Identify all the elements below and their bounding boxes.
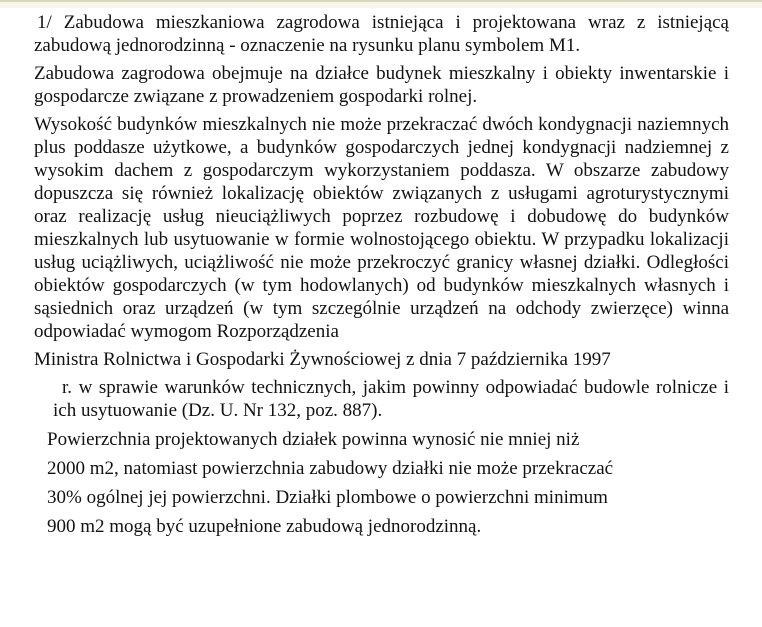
paragraph-m1-designation: 1/ Zabudowa mieszkaniowa zagrodowa istniejąca i projektowana wraz z istniejącą zabudową jednorodzinną - oznaczenie na rysunku planu symbolem M1. — [34, 12, 729, 56]
paragraph-building-height-rules: Wysokość budynków mieszkalnych nie może przekraczać dwóch kondygnacji naziemnych plus poddasze użytkowe, a budynków gospodarczych jednej kondygnacji nadziemnej z wysokim dachem z gospodarczym wykorzystaniem poddasza. W obszarze zabudowy dopuszcza się również lokalizację obiektów związanych z usługami agroturystycznymi oraz realizację usług nieuciążliwych poprzez rozbudowę i dobudowę do budynków mieszkalnych lub usytuowanie w formie wolnostojącego obiektu. W przypadku lokalizacji usług uciążliwych, uciążliwość nie może przekroczyć granicy własnej działki. Odległości obiektów gospodarczych (w tym hodowlanych) od budynków mieszkalnych własnych i sąsiednich oraz urządzeń (w tym szczególnie urządzeń na odchody zwierzęce) winna odpowiadać wymogom Rozporządzenia — [34, 114, 729, 342]
paragraph-ministry-reference: Ministra Rolnictwa i Gospodarki Żywnościowej z dnia 7 października 1997 — [34, 349, 611, 370]
document-text-area — [34, 11, 729, 544]
line-900-m2: 900 m2 mogą być uzupełnione zabudową jednorodzinną. — [47, 516, 482, 537]
page-top-edge-divider — [0, 0, 762, 8]
paragraph-zabudowa-zagrodowa: Zabudowa zagrodowa obejmuje na działce budynek mieszkalny i obiekty inwentarskie i gospodarcze związane z prowadzeniem gospodarki rolnej. — [34, 63, 729, 107]
line-30-percent: 30% ogólnej jej powierzchni. Działki plombowe o powierzchni minimum — [47, 487, 608, 508]
paragraph-regulation-citation: r. w sprawie warunków technicznych, jakim powinny odpowiadać budowle rolnicze i ich usytuowanie (Dz. U. Nr 132, poz. 887). — [53, 377, 729, 421]
line-plot-area-minimum: Powierzchnia projektowanych działek powinna wynosić nie mniej niż — [47, 429, 580, 450]
line-2000-m2: 2000 m2, natomiast powierzchnia zabudowy działki nie może przekraczać — [47, 458, 614, 479]
